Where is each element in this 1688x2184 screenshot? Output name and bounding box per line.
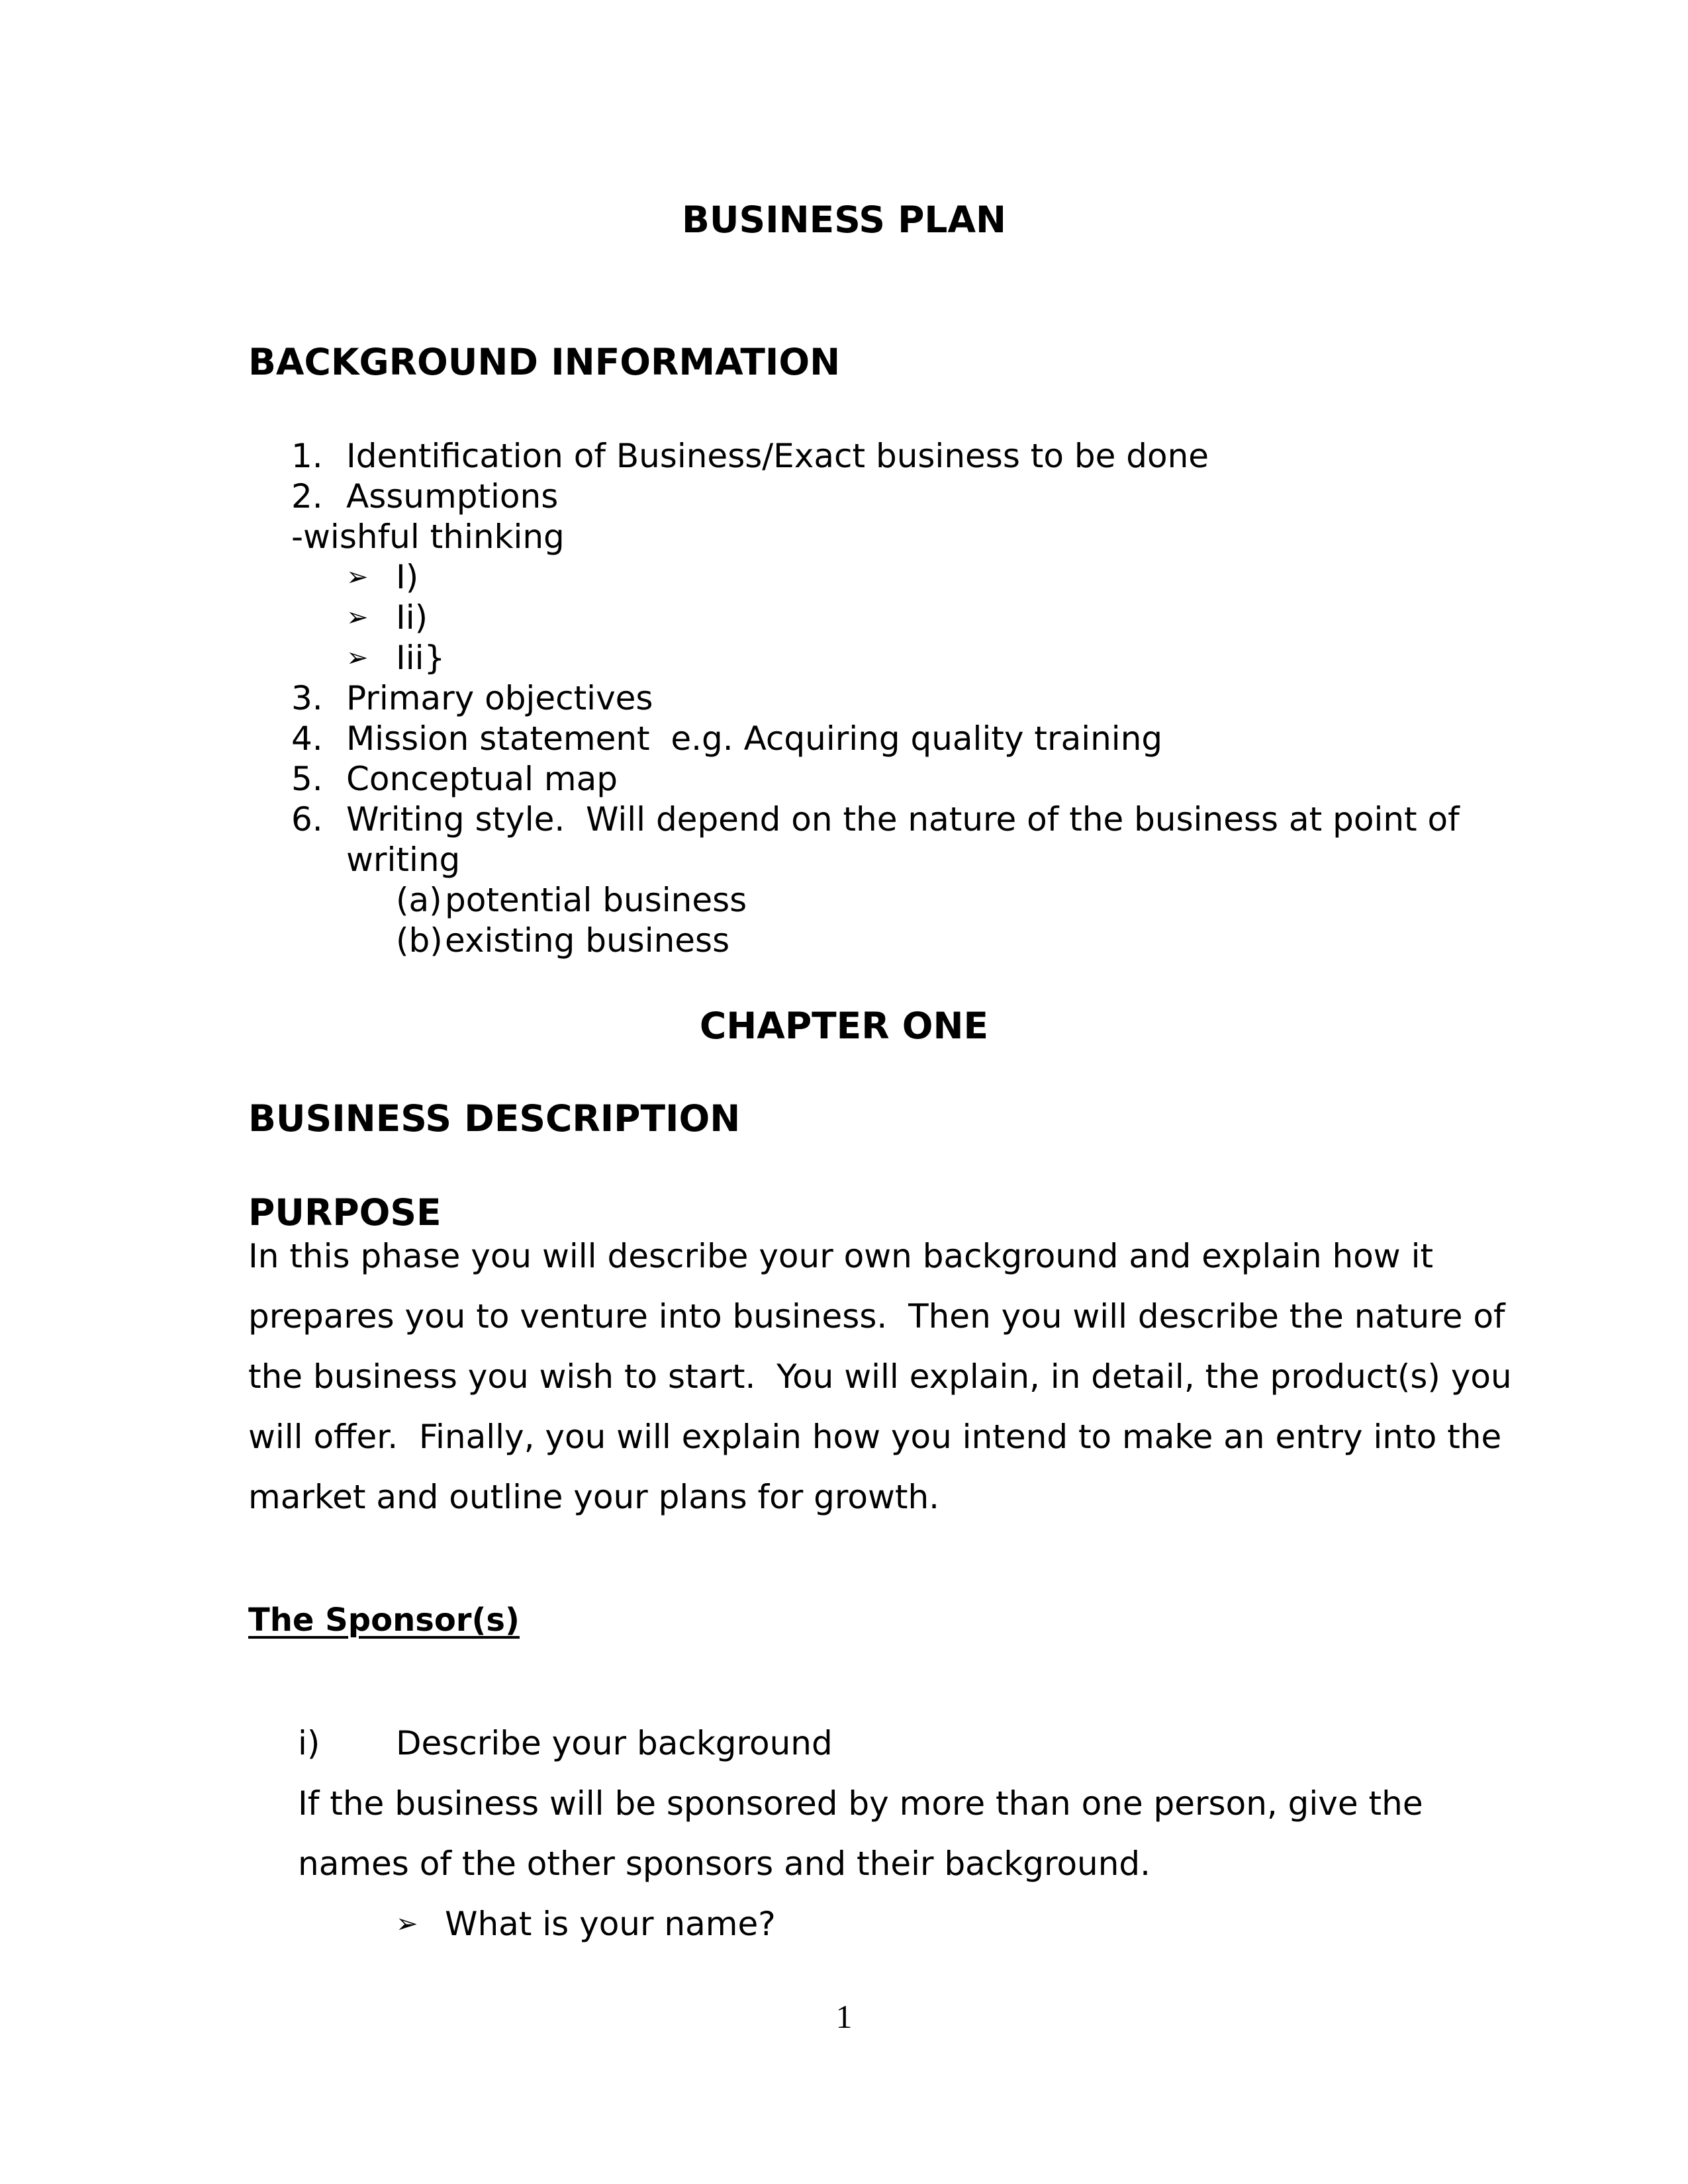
paragraph-line: market and outline your plans for growth.	[248, 1478, 940, 1516]
list-item: Assumptions	[346, 477, 559, 516]
purpose-heading: PURPOSE	[248, 1191, 442, 1234]
arrow-bullet-icon: ➢	[346, 602, 369, 633]
list-number: 3.	[291, 679, 323, 717]
document-title: BUSINESS PLAN	[681, 199, 1007, 241]
list-item: Identification of Business/Exact business to be done	[346, 437, 1209, 475]
list-item-continuation: writing	[346, 841, 461, 879]
sponsor-heading: The Sponsor(s)	[248, 1602, 520, 1639]
question-item: What is your name?	[445, 1905, 776, 1943]
item-text: Describe your background	[396, 1724, 833, 1762]
list-number: 2.	[291, 477, 323, 516]
sub-item: existing business	[445, 921, 730, 960]
paragraph-line: In this phase you will describe your own background and explain how it	[248, 1237, 1434, 1275]
arrow-bullet-icon: ➢	[346, 562, 369, 592]
bullet-item: I)	[396, 558, 419, 596]
paragraph-line: If the business will be sponsored by more than one person, give the	[298, 1784, 1423, 1823]
sub-item-label: (b)	[396, 921, 443, 960]
list-number: 6.	[291, 800, 323, 839]
chapter-heading: CHAPTER ONE	[699, 1005, 989, 1047]
paragraph-line: the business you wish to start. You will explain, in detail, the product(s) you	[248, 1357, 1512, 1396]
list-number: 4.	[291, 719, 323, 758]
paragraph-line: will offer. Finally, you will explain how you intend to make an entry into the	[248, 1418, 1502, 1456]
page-number: 1	[835, 1998, 853, 2035]
bullet-item: Ii)	[396, 598, 428, 637]
section-heading: BUSINESS DESCRIPTION	[248, 1097, 741, 1140]
arrow-bullet-icon: ➢	[346, 643, 369, 673]
sub-item-label: (a)	[396, 881, 442, 919]
list-number: 5.	[291, 760, 323, 798]
paragraph-line: names of the other sponsors and their background.	[298, 1844, 1151, 1883]
list-item: Writing style. Will depend on the nature of the business at point of	[346, 800, 1460, 839]
paragraph-line: prepares you to venture into business. Then you will describe the nature of	[248, 1297, 1505, 1336]
wishful-thinking-label: -wishful thinking	[291, 518, 565, 556]
list-item: Mission statement e.g. Acquiring quality training	[346, 719, 1163, 758]
sub-item: potential business	[445, 881, 747, 919]
background-heading: BACKGROUND INFORMATION	[248, 341, 841, 383]
arrow-bullet-icon: ➢	[396, 1909, 418, 1939]
item-label: i)	[298, 1724, 320, 1762]
bullet-item: Iii}	[396, 639, 445, 677]
list-item: Conceptual map	[346, 760, 618, 798]
list-item: Primary objectives	[346, 679, 653, 717]
list-number: 1.	[291, 437, 323, 475]
